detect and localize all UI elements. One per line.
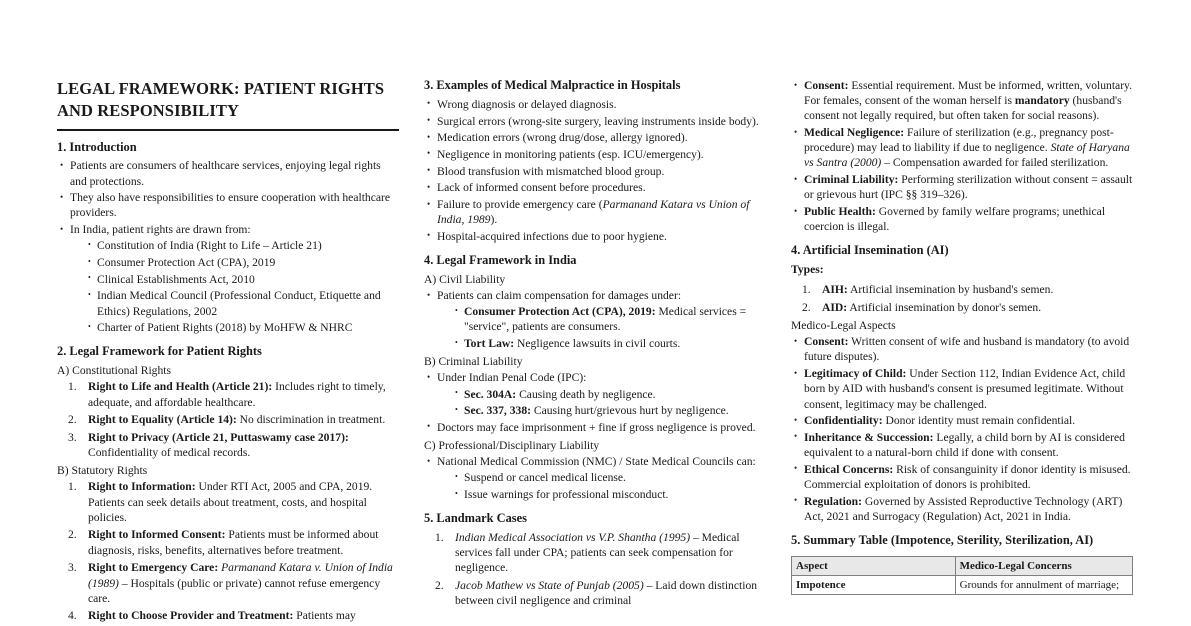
item-label: Public Health: [804,205,876,218]
item-label: Right to Equality (Article 14): [88,413,237,427]
subheading-criminal-liability: B) Criminal Liability [424,355,523,369]
column-2 [424,78,766,626]
list-item [791,204,1133,234]
cell-aspect: Impotence [792,576,956,595]
item-text: Medical services = "service", patients are consumers. [464,305,747,334]
item-text: Causing death by negligence. [516,387,656,401]
column-3 [791,78,1133,626]
item-label: Inheritance & Succession: [804,430,934,444]
item-label: Right to Information: [88,480,196,494]
list-item: • Surgical errors (wrong-site surgery, leaving instruments inside body). [424,114,766,129]
drawn-from-lead: In India, patient rights are drawn from: [70,223,251,237]
item-label: Ethical Concerns: [804,462,894,476]
list-item: • Charter of Patient Rights (2018) by MoHFW & NHRC [84,320,399,335]
item-label: Sec. 304A: [464,387,517,401]
item-text: Donor identity must remain confidential. [882,414,1076,428]
list-item [57,527,399,557]
constitutional-rights-list [57,379,399,460]
civil-sub-list [437,304,766,351]
list-item [424,288,766,351]
column-header-concerns: Medico-Legal Concerns [955,556,1132,575]
sources-sub-list [70,238,399,335]
item-label: Right to Privacy (Article 21, Puttaswamy case 2017): [88,430,349,444]
subheading-types: Types: [791,263,824,277]
table-header-row [792,556,1133,575]
heading-legal-framework-india: 4. Legal Framework in India [424,253,577,268]
criminal-lead: Under Indian Penal Code (IPC): [437,371,587,385]
item-text: Risk of consanguinity if donor identity is misused. Commercial exploitation of donors is prohibited. [804,462,1131,491]
item-text: No discrimination in treatment. [236,413,386,427]
list-item: • Clinical Establishments Act, 2010 [84,272,399,287]
list-item [57,479,399,525]
item-label: AID: [822,301,848,314]
list-item [57,379,399,409]
heading-examples-malpractice: 3. Examples of Medical Malpractice in Hospitals [424,78,681,92]
item-text: Artificial insemination by husband's semen. [847,283,1054,297]
item-text: Under RTI Act, 2005 and CPA, 2019. Patients can seek details about treatment, costs, and hospital policies. [88,480,373,524]
list-item [424,578,766,608]
list-item [57,560,399,606]
item-label: Right to Choose Provider and Treatment: [88,609,294,623]
list-item [791,494,1133,524]
item-text: Patients must be informed about diagnosis, risks, benefits, alternatives before treatment. [88,528,379,557]
list-item: • Issue warnings for professional misconduct. [451,487,766,502]
list-item [424,530,766,576]
item-label: Legitimacy of Child: [804,367,907,381]
list-item [57,412,399,427]
list-item [791,334,1133,364]
nmc-lead: National Medical Commission (NMC) / State Medical Councils can: [437,455,756,469]
intro-bullet-list [57,158,399,335]
item-label: Regulation: [804,494,862,508]
subheading-professional-liability: C) Professional/Disciplinary Liability [424,439,600,453]
item-text: Governed by Assisted Reproductive Technology (ART) Act, 2021 and Surrogacy (Regulation) Act, 2021 in India. [804,494,1123,523]
item-text: – Medical services fall under CPA; patients can seek compensation for negligence. [455,531,740,575]
list-item [791,300,1133,315]
list-item: • Consumer Protection Act (CPA), 2019 [84,255,399,270]
item-label: Confidentiality: [804,414,883,428]
list-item: • Negligence in monitoring patients (esp. ICU/emergency). [424,147,766,162]
list-item [791,462,1133,492]
item-text: Performing sterilization without consent = assault or grievous hurt (IPC §§ 319–326). [804,173,1133,202]
item-label: Right to Informed Consent: [88,528,226,542]
list-item [451,304,766,334]
list-item [791,172,1133,202]
item-text: Artificial insemination by donor's semen. [847,301,1042,314]
heading-artificial-insemination: 4. Artificial Insemination (AI) [791,243,949,258]
item-label: Consumer Protection Act (CPA), 2019: [464,305,656,319]
item-text: Written consent of wife and husband is mandatory (to avoid future disputes). [804,335,1130,364]
item-text-2: – Compensation awarded for failed sterilization. [881,156,1109,170]
item-label: AIH: [822,283,848,297]
case-citation: Indian Medical Association vs V.P. Shantha (1995) [455,531,691,545]
heading-introduction: 1. Introduction [57,139,137,154]
list-item: • Suspend or cancel medical license. [451,470,766,485]
civil-lead: Patients can claim compensation for damages under: [437,289,682,302]
list-item [424,197,766,227]
column-header-aspect: Aspect [792,556,956,575]
list-item: • Wrong diagnosis or delayed diagnosis. [424,97,766,112]
malpractice-bullet-list [424,97,766,244]
case-citation: Jacob Mathew vs State of Punjab (2005) [455,579,644,593]
item-text: Confidentiality of medical records. [88,446,251,460]
list-item: • Patients are consumers of healthcare services, enjoying legal rights and protections. [57,158,399,188]
professional-liability-list [424,454,766,502]
nmc-sub-list [437,470,766,502]
summary-table [791,556,1133,596]
criminal-sub-list [437,387,766,419]
list-item: • Lack of informed consent before procedures. [424,180,766,195]
list-item [57,222,399,335]
list-item: • Blood transfusion with mismatched blood group. [424,164,766,179]
item-emphasis: mandatory [1014,94,1070,108]
table-body [792,576,1133,595]
cell-concerns: Grounds for annulment of marriage; [955,576,1132,595]
sterilization-bullet-list [791,78,1133,234]
list-item [791,78,1133,124]
list-item [424,370,766,418]
list-item [791,430,1133,460]
table-head [792,556,1133,575]
list-item [791,282,1133,297]
ai-types-list [791,282,1133,315]
list-item [57,608,399,623]
three-column-layout [57,78,1134,626]
list-item [57,430,399,460]
item-text-after: ). [490,213,498,227]
item-text: Essential requirement. Must be informed, written, voluntary. For females, consent of the woman herself is [804,79,1133,108]
statutory-rights-list [57,479,399,623]
item-text: Under Section 112, Indian Evidence Act, child born by AID with husband's consent is presumed legitimate. Without consent, legitimacy may be challenged. [804,367,1126,411]
list-item [451,387,766,402]
item-label: Sec. 337, 338: [464,404,531,418]
table-row [792,576,1133,595]
item-text: Governed by family welfare programs; unethical coercion is illegal. [804,205,1106,234]
list-item [791,125,1133,171]
heading-legal-framework-patient-rights: 2. Legal Framework for Patient Rights [57,344,262,359]
column-1 [57,78,399,626]
item-text-2: (husband's consent not legally required, but often taken for social reasons). [804,94,1122,123]
medico-legal-aspects-list [791,334,1133,524]
item-text: Failure of sterilization (e.g., pregnancy post-procedure) may lead to liability if due to negligence. [804,126,1114,155]
item-label: Consent: [804,335,849,349]
case-citation: State of Haryana vs Santra (2000) [804,141,1130,170]
item-text: Legally, a child born by AI is considered equivalent to a natural-born child if done with consent. [804,430,1125,460]
item-text: Negligence lawsuits in civil courts. [514,337,681,351]
item-text: Causing hurt/grievous hurt by negligence. [530,404,729,418]
title-divider [57,129,399,131]
list-item: • Doctors may face imprisonment + fine if gross negligence is proved. [424,420,766,435]
list-item: • Hospital-acquired infections due to poor hygiene. [424,229,766,244]
item-text: – Hospitals (public or private) cannot refuse emergency care. [88,576,381,605]
item-label: Criminal Liability: [804,173,899,187]
list-item [424,454,766,502]
heading-landmark-cases: 5. Landmark Cases [424,511,527,526]
civil-liability-list [424,288,766,351]
heading-summary-table: 5. Summary Table (Impotence, Sterility, Sterilization, AI) [791,533,1094,547]
item-text: Includes right to timely, adequate, and affordable healthcare. [88,380,386,409]
item-label: Consent: [804,79,849,92]
item-text: – Laid down distinction between civil negligence and criminal [455,579,758,608]
case-citation: Parmanand Katara v. Union of India (1989) [88,561,393,590]
list-item: • They also have responsibilities to ensure cooperation with healthcare providers. [57,190,399,220]
item-label: Medical Negligence: [804,126,905,140]
case-citation: Parmanand Katara vs Union of India, 1989 [437,198,750,227]
list-item: • Constitution of India (Right to Life – Article 21) [84,238,399,253]
item-label: Right to Life and Health (Article 21): [88,380,273,394]
page-title: LEGAL FRAMEWORK: PATIENT RIGHTS AND RESPONSIBILITY [57,79,385,120]
list-item: • Medication errors (wrong drug/dose, allergy ignored). [424,130,766,145]
item-label: Right to Emergency Care: [88,561,219,575]
item-label: Tort Law: [464,337,515,351]
subheading-civil-liability: A) Civil Liability [424,272,506,286]
subheading-medico-legal-aspects: Medico-Legal Aspects [791,319,896,333]
list-item [791,413,1133,428]
item-text: Failure to provide emergency care ( [437,198,603,211]
list-item: • Indian Medical Council (Professional Conduct, Etiquette and Ethics) Regulations, 2002 [84,288,399,318]
criminal-liability-list [424,370,766,435]
subheading-constitutional-rights: A) Constitutional Rights [57,364,172,378]
subheading-statutory-rights: B) Statutory Rights [57,464,148,478]
landmark-cases-list [424,530,766,608]
list-item [451,336,766,351]
list-item [791,366,1133,412]
list-item [451,403,766,418]
item-text: Patients may [293,609,356,623]
